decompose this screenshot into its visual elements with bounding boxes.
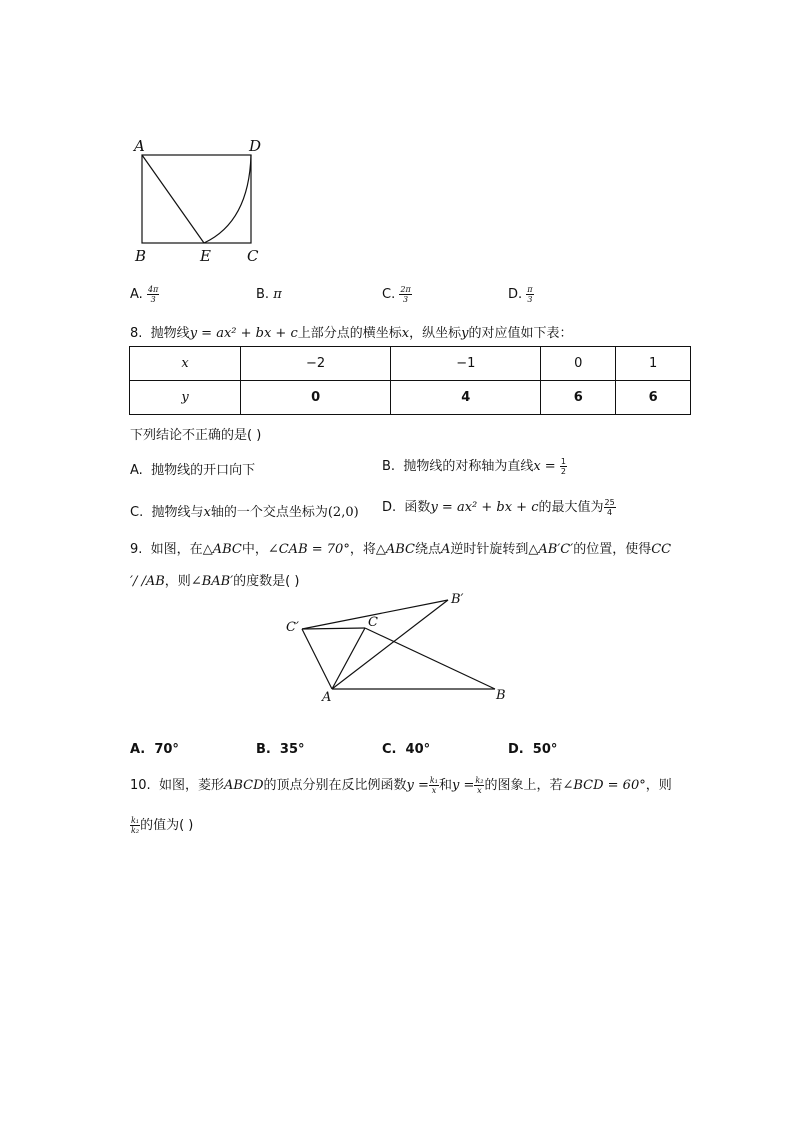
table-cell: −1 [391, 347, 541, 381]
table-row [130, 381, 691, 415]
segment-ae [142, 155, 204, 243]
q7-figure [0, 0, 794, 280]
q10-stem-line2: $\frac{\text{k₁}}{\text{k₂}}$ 的值为( ) [131, 816, 194, 835]
q8-option-a[interactable]: A. 抛物线的开口向下 [130, 463, 256, 478]
q8-option-c[interactable]: C. 抛物线与x轴的一个交点坐标为(2,0) [130, 505, 359, 520]
table-row [130, 347, 691, 381]
q7-option-c[interactable]: C. $\frac{2\pi}{3}$ [382, 285, 411, 304]
table-header-x: x [130, 347, 241, 381]
q9-figure [0, 585, 794, 715]
fraction: $\frac{2\pi}{3}$ [400, 285, 411, 304]
rectangle-abcd [142, 155, 251, 243]
label-c: C [368, 615, 378, 630]
label-d: D [249, 137, 262, 155]
table-cell: 0 [541, 347, 616, 381]
table-cell: 0 [241, 381, 391, 415]
q8-question: 下列结论不正确的是( ) [130, 428, 262, 443]
q9-option-c[interactable]: C. 40° [382, 742, 431, 757]
q9-option-a[interactable]: A. 70° [130, 742, 179, 757]
fraction: $\frac{\text{k₂}}{x}$ [475, 776, 484, 795]
fraction: $\frac{25}{4}$ [604, 498, 615, 517]
q9-option-d[interactable]: D. 50° [508, 742, 558, 757]
label-c: C [247, 247, 259, 265]
q7-option-a[interactable]: A. $\frac{4\pi}{3}$ [130, 285, 159, 304]
table-cell: 6 [616, 381, 691, 415]
q10-stem-line1: 10. 如图，菱形ABCD的顶点分别在反比例函数y = $\frac{\text{k₁}}{x}$ 和y = $\frac{\text{k₂}}{x}$ 的图象上，若∠BCD = 60°，则 [130, 776, 672, 795]
q9-option-b[interactable]: B. 35° [256, 742, 305, 757]
fraction: $\frac{4\pi}{3}$ [147, 285, 159, 304]
label-b: B [496, 688, 506, 703]
segment-ab-prime [332, 600, 448, 689]
table-cell: 4 [391, 381, 541, 415]
fraction: $\frac{\pi}{3}$ [527, 285, 533, 304]
fraction: $\frac{\text{k₁}}{\text{k₂}}$ [131, 816, 140, 835]
label-c-prime: C′ [286, 620, 299, 635]
label-b-prime: B′ [451, 592, 464, 607]
segment-cb [365, 628, 495, 689]
table-cell: 6 [541, 381, 616, 415]
label-b: B [135, 247, 147, 265]
fraction: $\frac{1}{2}$ [560, 457, 566, 476]
fraction: $\frac{\text{k₁}}{x}$ [429, 776, 438, 795]
label-e: E [200, 247, 211, 265]
segment-c-prime-c [302, 628, 365, 629]
segment-ac [332, 628, 365, 689]
q7-option-d[interactable]: D. $\frac{\pi}{3}$ [508, 285, 533, 304]
q8-stem: 8. 抛物线y = ax² + bx + c上部分点的横坐标x，纵坐标y的对应值如下表： [130, 326, 573, 341]
values-table [129, 346, 691, 415]
segment-ac-prime [302, 629, 332, 689]
q9-stem-line2: ′/ /AB，则∠BAB′的度数是( ) [130, 574, 300, 589]
q9-stem-line1: 9. 如图，在△ABC中，∠CAB = 70°，将△ABC绕点A逆时针旋转到△AB′C′的位置，使得CC [130, 542, 672, 557]
q7-option-b[interactable]: B. π [256, 287, 282, 302]
table-cell: −2 [241, 347, 391, 381]
arc-de [204, 155, 251, 243]
table-cell: 1 [616, 347, 691, 381]
label-a: A [322, 690, 332, 705]
table-header-y: y [130, 381, 241, 415]
label-a: A [134, 137, 145, 155]
q8-option-b[interactable]: B. 抛物线的对称轴为直线x = $\frac{1}{2}$ [382, 457, 566, 476]
q8-option-d[interactable]: D. 函数y = ax² + bx + c的最大值为 $\frac{25}{4}$ [382, 498, 615, 517]
